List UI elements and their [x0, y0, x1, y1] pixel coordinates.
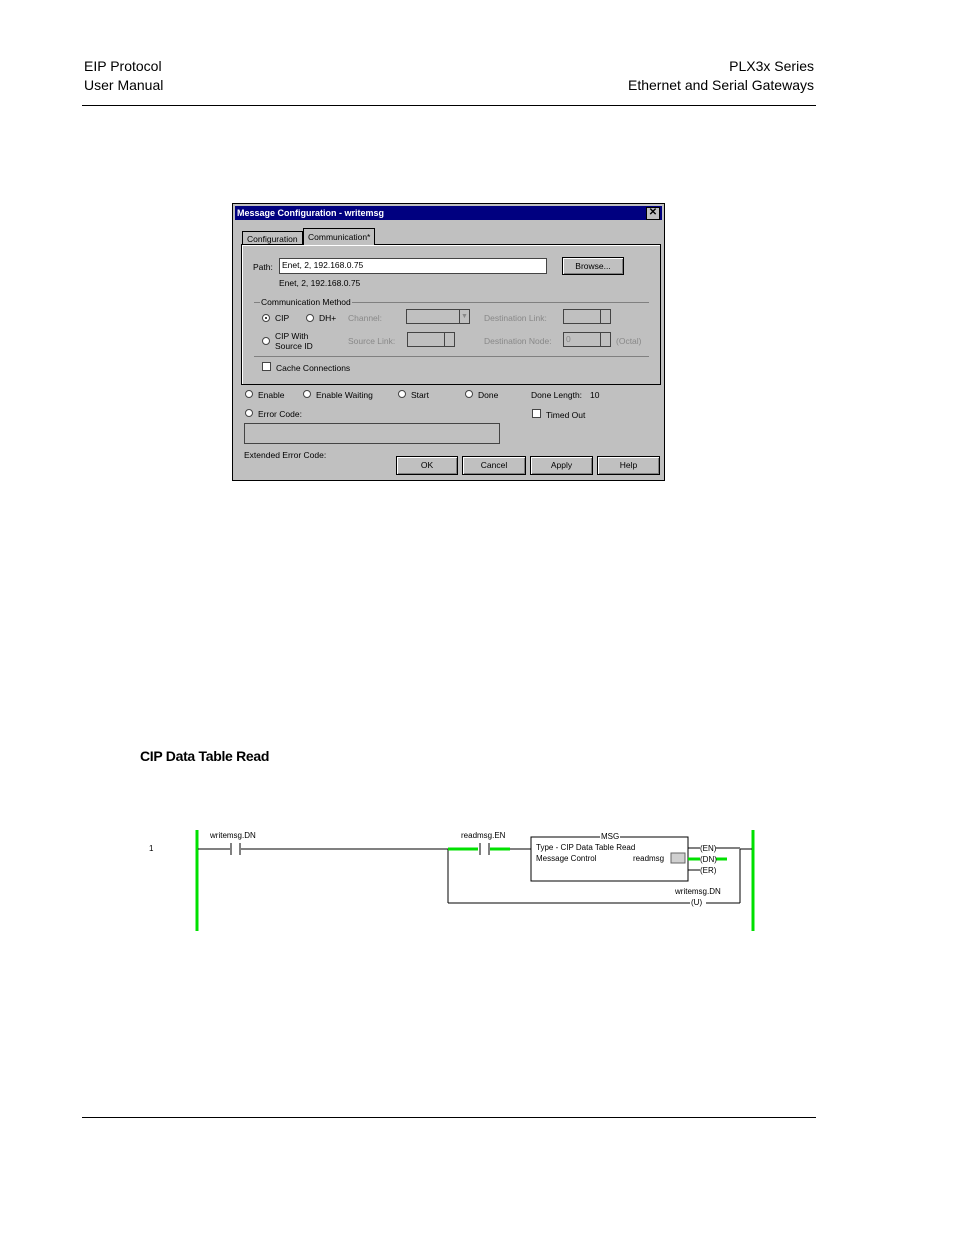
dhplus-label: DH+ [319, 313, 337, 323]
enable-waiting-label: Enable Waiting [316, 390, 373, 400]
contact2-tag: readmsg.EN [461, 831, 506, 840]
dn-label: (DN) [700, 855, 717, 864]
channel-label: Channel: [348, 313, 383, 323]
close-icon[interactable]: ✕ [646, 207, 660, 220]
browse-button[interactable]: Browse... [562, 257, 624, 275]
msg-control-label: Message Control [536, 854, 597, 863]
footer-rule [82, 1117, 816, 1118]
er-label: (ER) [700, 866, 717, 875]
rung-number: 1 [149, 844, 154, 853]
contact1-tag: writemsg.DN [210, 831, 256, 840]
done-length-value: 10 [590, 390, 600, 400]
en-text: EN [702, 844, 714, 853]
cip-with-label-2: Source ID [275, 341, 313, 351]
path-input[interactable]: Enet, 2, 192.168.0.75 [279, 258, 547, 274]
path-resolved-text: Enet, 2, 192.168.0.75 [279, 278, 361, 288]
dest-node-label: Destination Node: [484, 336, 552, 346]
enable-label: Enable [258, 390, 285, 400]
msg-browse-button [671, 853, 685, 863]
start-label: Start [411, 390, 429, 400]
octal-label: (Octal) [616, 336, 642, 346]
header-product-series: PLX3x Series [729, 58, 814, 74]
cip-with-label-1: CIP With [275, 331, 309, 341]
coil-tag: writemsg.DN [675, 887, 721, 896]
dest-link-label: Destination Link: [484, 313, 547, 323]
header-doc-subtitle: User Manual [84, 77, 164, 93]
dest-node-value: 0 [566, 334, 571, 344]
dn-text: DN [702, 855, 715, 864]
apply-button[interactable]: Apply [530, 456, 593, 475]
tab-configuration[interactable]: Configuration [242, 231, 303, 245]
msg-type: Type - CIP Data Table Read [536, 843, 636, 852]
chevron-down-icon: ▼ [459, 310, 469, 323]
section-heading: CIP Data Table Read [140, 748, 270, 764]
header-product-desc: Ethernet and Serial Gateways [628, 77, 814, 93]
unlatch-coil: (U) [691, 898, 703, 907]
done-label: Done [478, 390, 499, 400]
done-length-label: Done Length: [531, 390, 583, 400]
source-link-label: Source Link: [348, 336, 396, 346]
er-text: ER [702, 866, 714, 875]
timed-out-label: Timed Out [546, 410, 586, 420]
cip-label: CIP [275, 313, 290, 323]
header-doc-title: EIP Protocol [84, 58, 162, 74]
comm-method-label: Communication Method [261, 297, 351, 307]
msg-control-value: readmsg [633, 854, 665, 863]
error-code-label: Error Code: [258, 409, 302, 419]
msg-title: MSG [601, 832, 620, 841]
extended-error-label: Extended Error Code: [244, 450, 327, 460]
path-label: Path: [253, 262, 273, 272]
en-label: (EN) [700, 844, 717, 853]
tab-communication[interactable]: Communication* [303, 228, 375, 245]
dialog-title: Message Configuration - writemsg [237, 208, 385, 218]
cache-connections-label: Cache Connections [276, 363, 351, 373]
ok-button[interactable]: OK [396, 456, 458, 475]
cancel-button[interactable]: Cancel [462, 456, 526, 475]
coil-text: U [693, 898, 700, 907]
help-button[interactable]: Help [597, 456, 660, 475]
